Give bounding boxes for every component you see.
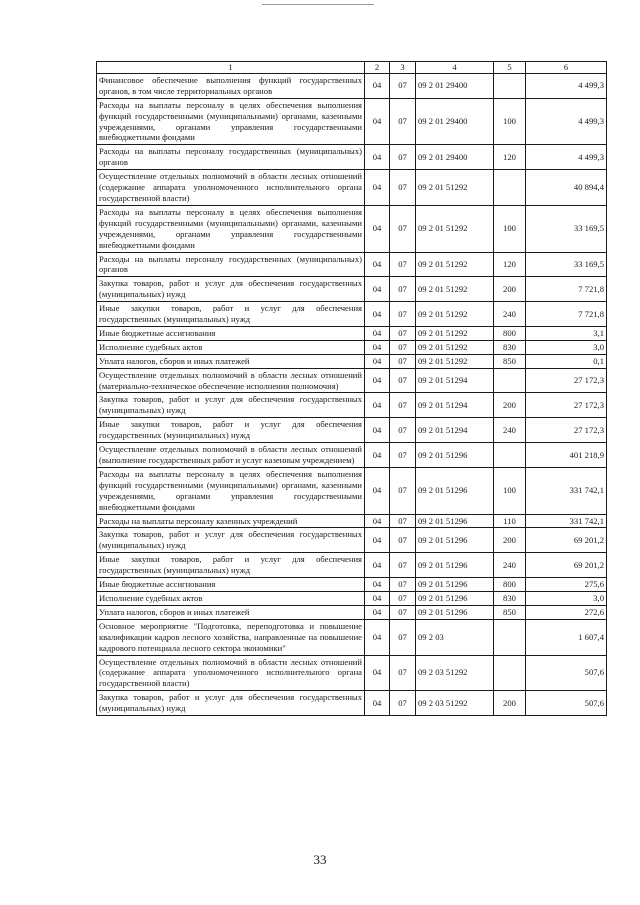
expense-type-cell: 240: [494, 302, 526, 327]
table-row: [97, 591, 607, 605]
section-code-cell: 04: [365, 170, 390, 206]
target-article-cell: 09 2 03 51292: [416, 691, 494, 716]
subsection-code-cell: 07: [390, 340, 416, 354]
row-name-cell: Финансовое обеспечение выполнения функций государственных органов, в том числе территориальных органов: [97, 73, 365, 98]
target-article-cell: 09 2 03 51292: [416, 655, 494, 691]
row-name-cell: Иные закупки товаров, работ и услуг для обеспечения государственных (муниципальных) нужд: [97, 418, 365, 443]
table-row: [97, 691, 607, 716]
expense-type-cell: 800: [494, 326, 526, 340]
subsection-code-cell: 07: [390, 578, 416, 592]
target-article-cell: 09 2 01 51292: [416, 340, 494, 354]
table-row: [97, 98, 607, 145]
expense-type-cell: [494, 443, 526, 468]
amount-cell: 331 742,1: [526, 467, 607, 514]
section-code-cell: 04: [365, 655, 390, 691]
expense-type-cell: 830: [494, 591, 526, 605]
section-code-cell: 04: [365, 326, 390, 340]
target-article-cell: 09 2 01 51292: [416, 277, 494, 302]
amount-cell: 40 894,4: [526, 170, 607, 206]
section-code-cell: 04: [365, 605, 390, 619]
section-code-cell: 04: [365, 443, 390, 468]
section-code-cell: 04: [365, 277, 390, 302]
section-code-cell: 04: [365, 98, 390, 145]
row-name-cell: Закупка товаров, работ и услуг для обеспечения государственных (муниципальных) нужд: [97, 528, 365, 553]
expense-type-cell: [494, 368, 526, 393]
table-row: [97, 73, 607, 98]
target-article-cell: 09 2 03: [416, 619, 494, 655]
table-row: [97, 605, 607, 619]
row-name-cell: Расходы на выплаты персоналу государственных (муниципальных) органов: [97, 252, 365, 277]
section-code-cell: 04: [365, 467, 390, 514]
table-row: [97, 277, 607, 302]
amount-cell: 27 172,3: [526, 418, 607, 443]
target-article-cell: 09 2 01 29400: [416, 98, 494, 145]
expense-type-cell: [494, 170, 526, 206]
table-header-row: [97, 62, 607, 74]
target-article-cell: 09 2 01 51292: [416, 170, 494, 206]
amount-cell: 272,6: [526, 605, 607, 619]
top-edge-line: [262, 4, 374, 5]
expense-type-cell: 200: [494, 528, 526, 553]
table-row: [97, 326, 607, 340]
target-article-cell: 09 2 01 51296: [416, 605, 494, 619]
row-name-cell: Осуществление отдельных полномочий в области лесных отношений (содержание аппарата уполномоченного исполнительного органа государственной власти): [97, 655, 365, 691]
target-article-cell: 09 2 01 51296: [416, 591, 494, 605]
amount-cell: 69 201,2: [526, 553, 607, 578]
amount-cell: 7 721,8: [526, 302, 607, 327]
table-row: [97, 467, 607, 514]
subsection-code-cell: 07: [390, 302, 416, 327]
table-row: [97, 553, 607, 578]
header-col-5: 5: [494, 62, 526, 74]
subsection-code-cell: 07: [390, 252, 416, 277]
amount-cell: 33 169,5: [526, 252, 607, 277]
table-row: [97, 252, 607, 277]
section-code-cell: 04: [365, 73, 390, 98]
expense-type-cell: [494, 655, 526, 691]
target-article-cell: 09 2 01 51292: [416, 252, 494, 277]
row-name-cell: Расходы на выплаты персоналу казенных учреждений: [97, 514, 365, 528]
section-code-cell: 04: [365, 302, 390, 327]
target-article-cell: 09 2 01 51294: [416, 418, 494, 443]
table-row: [97, 619, 607, 655]
table-row: [97, 354, 607, 368]
subsection-code-cell: 07: [390, 691, 416, 716]
amount-cell: 1 607,4: [526, 619, 607, 655]
table-row: [97, 418, 607, 443]
expense-type-cell: 100: [494, 467, 526, 514]
subsection-code-cell: 07: [390, 393, 416, 418]
expense-type-cell: 850: [494, 605, 526, 619]
expense-type-cell: 200: [494, 393, 526, 418]
subsection-code-cell: 07: [390, 553, 416, 578]
target-article-cell: 09 2 01 51296: [416, 514, 494, 528]
amount-cell: 7 721,8: [526, 277, 607, 302]
expense-type-cell: [494, 73, 526, 98]
expense-type-cell: 200: [494, 691, 526, 716]
target-article-cell: 09 2 01 51292: [416, 302, 494, 327]
amount-cell: 507,6: [526, 655, 607, 691]
section-code-cell: 04: [365, 205, 390, 252]
table-row: [97, 145, 607, 170]
target-article-cell: 09 2 01 51292: [416, 354, 494, 368]
section-code-cell: 04: [365, 619, 390, 655]
row-name-cell: Иные закупки товаров, работ и услуг для обеспечения государственных (муниципальных) нужд: [97, 553, 365, 578]
table-row: [97, 170, 607, 206]
table-row: [97, 340, 607, 354]
subsection-code-cell: 07: [390, 467, 416, 514]
amount-cell: 3,0: [526, 340, 607, 354]
row-name-cell: Иные закупки товаров, работ и услуг для обеспечения государственных (муниципальных) нужд: [97, 302, 365, 327]
target-article-cell: 09 2 01 29400: [416, 145, 494, 170]
subsection-code-cell: 07: [390, 277, 416, 302]
table-row: [97, 528, 607, 553]
subsection-code-cell: 07: [390, 170, 416, 206]
expense-type-cell: 800: [494, 578, 526, 592]
expense-type-cell: 240: [494, 418, 526, 443]
expense-type-cell: 120: [494, 145, 526, 170]
expense-type-cell: 120: [494, 252, 526, 277]
table-row: [97, 655, 607, 691]
header-col-6: 6: [526, 62, 607, 74]
section-code-cell: 04: [365, 691, 390, 716]
section-code-cell: 04: [365, 393, 390, 418]
subsection-code-cell: 07: [390, 655, 416, 691]
section-code-cell: 04: [365, 145, 390, 170]
subsection-code-cell: 07: [390, 326, 416, 340]
section-code-cell: 04: [365, 340, 390, 354]
subsection-code-cell: 07: [390, 619, 416, 655]
section-code-cell: 04: [365, 591, 390, 605]
row-name-cell: Иные бюджетные ассигнования: [97, 326, 365, 340]
subsection-code-cell: 07: [390, 98, 416, 145]
target-article-cell: 09 2 01 51296: [416, 443, 494, 468]
section-code-cell: 04: [365, 354, 390, 368]
row-name-cell: Осуществление отдельных полномочий в области лесных отношений (материально-техническое обеспечение исполнения полномочия): [97, 368, 365, 393]
amount-cell: 4 499,3: [526, 98, 607, 145]
header-col-3: 3: [390, 62, 416, 74]
expense-type-cell: 100: [494, 98, 526, 145]
subsection-code-cell: 07: [390, 205, 416, 252]
expense-type-cell: 830: [494, 340, 526, 354]
table-row: [97, 578, 607, 592]
row-name-cell: Исполнение судебных актов: [97, 591, 365, 605]
row-name-cell: Расходы на выплаты персоналу в целях обеспечения выполнения функций государственными (муниципальными) органами, казенными учреждениями, органами управления государственными внебюджетными фондами: [97, 205, 365, 252]
subsection-code-cell: 07: [390, 514, 416, 528]
row-name-cell: Закупка товаров, работ и услуг для обеспечения государственных (муниципальных) нужд: [97, 393, 365, 418]
section-code-cell: 04: [365, 578, 390, 592]
section-code-cell: 04: [365, 252, 390, 277]
table-row: [97, 393, 607, 418]
section-code-cell: 04: [365, 368, 390, 393]
target-article-cell: 09 2 01 29400: [416, 73, 494, 98]
table-row: [97, 368, 607, 393]
row-name-cell: Осуществление отдельных полномочий в области лесных отношений (выполнение государственных работ и услуг казенным учреждением): [97, 443, 365, 468]
target-article-cell: 09 2 01 51296: [416, 467, 494, 514]
amount-cell: 4 499,3: [526, 73, 607, 98]
subsection-code-cell: 07: [390, 591, 416, 605]
amount-cell: 331 742,1: [526, 514, 607, 528]
amount-cell: 33 169,5: [526, 205, 607, 252]
subsection-code-cell: 07: [390, 73, 416, 98]
amount-cell: 507,6: [526, 691, 607, 716]
target-article-cell: 09 2 01 51294: [416, 393, 494, 418]
expense-type-cell: 240: [494, 553, 526, 578]
row-name-cell: Расходы на выплаты персоналу государственных (муниципальных) органов: [97, 145, 365, 170]
amount-cell: 69 201,2: [526, 528, 607, 553]
table-row: [97, 205, 607, 252]
row-name-cell: Закупка товаров, работ и услуг для обеспечения государственных (муниципальных) нужд: [97, 691, 365, 716]
row-name-cell: Уплата налогов, сборов и иных платежей: [97, 354, 365, 368]
subsection-code-cell: 07: [390, 605, 416, 619]
row-name-cell: Основное мероприятие "Подготовка, переподготовка и повышение квалификации кадров лесного хозяйства, направленные на повышение кадрового потенциала лесного сектора экономики": [97, 619, 365, 655]
header-col-1: 1: [97, 62, 365, 74]
target-article-cell: 09 2 01 51296: [416, 553, 494, 578]
table-row: [97, 443, 607, 468]
amount-cell: 275,6: [526, 578, 607, 592]
amount-cell: 27 172,3: [526, 393, 607, 418]
section-code-cell: 04: [365, 553, 390, 578]
target-article-cell: 09 2 01 51294: [416, 368, 494, 393]
page-number: 33: [313, 852, 327, 867]
section-code-cell: 04: [365, 514, 390, 528]
row-name-cell: Осуществление отдельных полномочий в области лесных отношений (содержание аппарата уполномоченного исполнительного органа государственной власти): [97, 170, 365, 206]
target-article-cell: 09 2 01 51292: [416, 326, 494, 340]
target-article-cell: 09 2 01 51292: [416, 205, 494, 252]
row-name-cell: Иные бюджетные ассигнования: [97, 578, 365, 592]
table-row: [97, 514, 607, 528]
row-name-cell: Уплата налогов, сборов и иных платежей: [97, 605, 365, 619]
row-name-cell: Закупка товаров, работ и услуг для обеспечения государственных (муниципальных) нужд: [97, 277, 365, 302]
section-code-cell: 04: [365, 528, 390, 553]
target-article-cell: 09 2 01 51296: [416, 528, 494, 553]
expense-type-cell: 850: [494, 354, 526, 368]
amount-cell: 401 218,9: [526, 443, 607, 468]
header-col-2: 2: [365, 62, 390, 74]
subsection-code-cell: 07: [390, 418, 416, 443]
header-col-4: 4: [416, 62, 494, 74]
row-name-cell: Исполнение судебных актов: [97, 340, 365, 354]
subsection-code-cell: 07: [390, 368, 416, 393]
subsection-code-cell: 07: [390, 528, 416, 553]
amount-cell: 4 499,3: [526, 145, 607, 170]
budget-table: [96, 61, 607, 716]
row-name-cell: Расходы на выплаты персоналу в целях обеспечения выполнения функций государственными (муниципальными) органами, казенными учреждениями, органами управления государственными внебюджетными фондами: [97, 98, 365, 145]
target-article-cell: 09 2 01 51296: [416, 578, 494, 592]
amount-cell: 0,1: [526, 354, 607, 368]
amount-cell: 27 172,3: [526, 368, 607, 393]
expense-type-cell: 100: [494, 205, 526, 252]
table-row: [97, 302, 607, 327]
expense-type-cell: 200: [494, 277, 526, 302]
subsection-code-cell: 07: [390, 145, 416, 170]
subsection-code-cell: 07: [390, 443, 416, 468]
subsection-code-cell: 07: [390, 354, 416, 368]
amount-cell: 3,0: [526, 591, 607, 605]
section-code-cell: 04: [365, 418, 390, 443]
expense-type-cell: 110: [494, 514, 526, 528]
amount-cell: 3,1: [526, 326, 607, 340]
expense-type-cell: [494, 619, 526, 655]
row-name-cell: Расходы на выплаты персоналу в целях обеспечения выполнения функций государственными (муниципальными) органами, казенными учреждениями, органами управления государственными внебюджетными фондами: [97, 467, 365, 514]
